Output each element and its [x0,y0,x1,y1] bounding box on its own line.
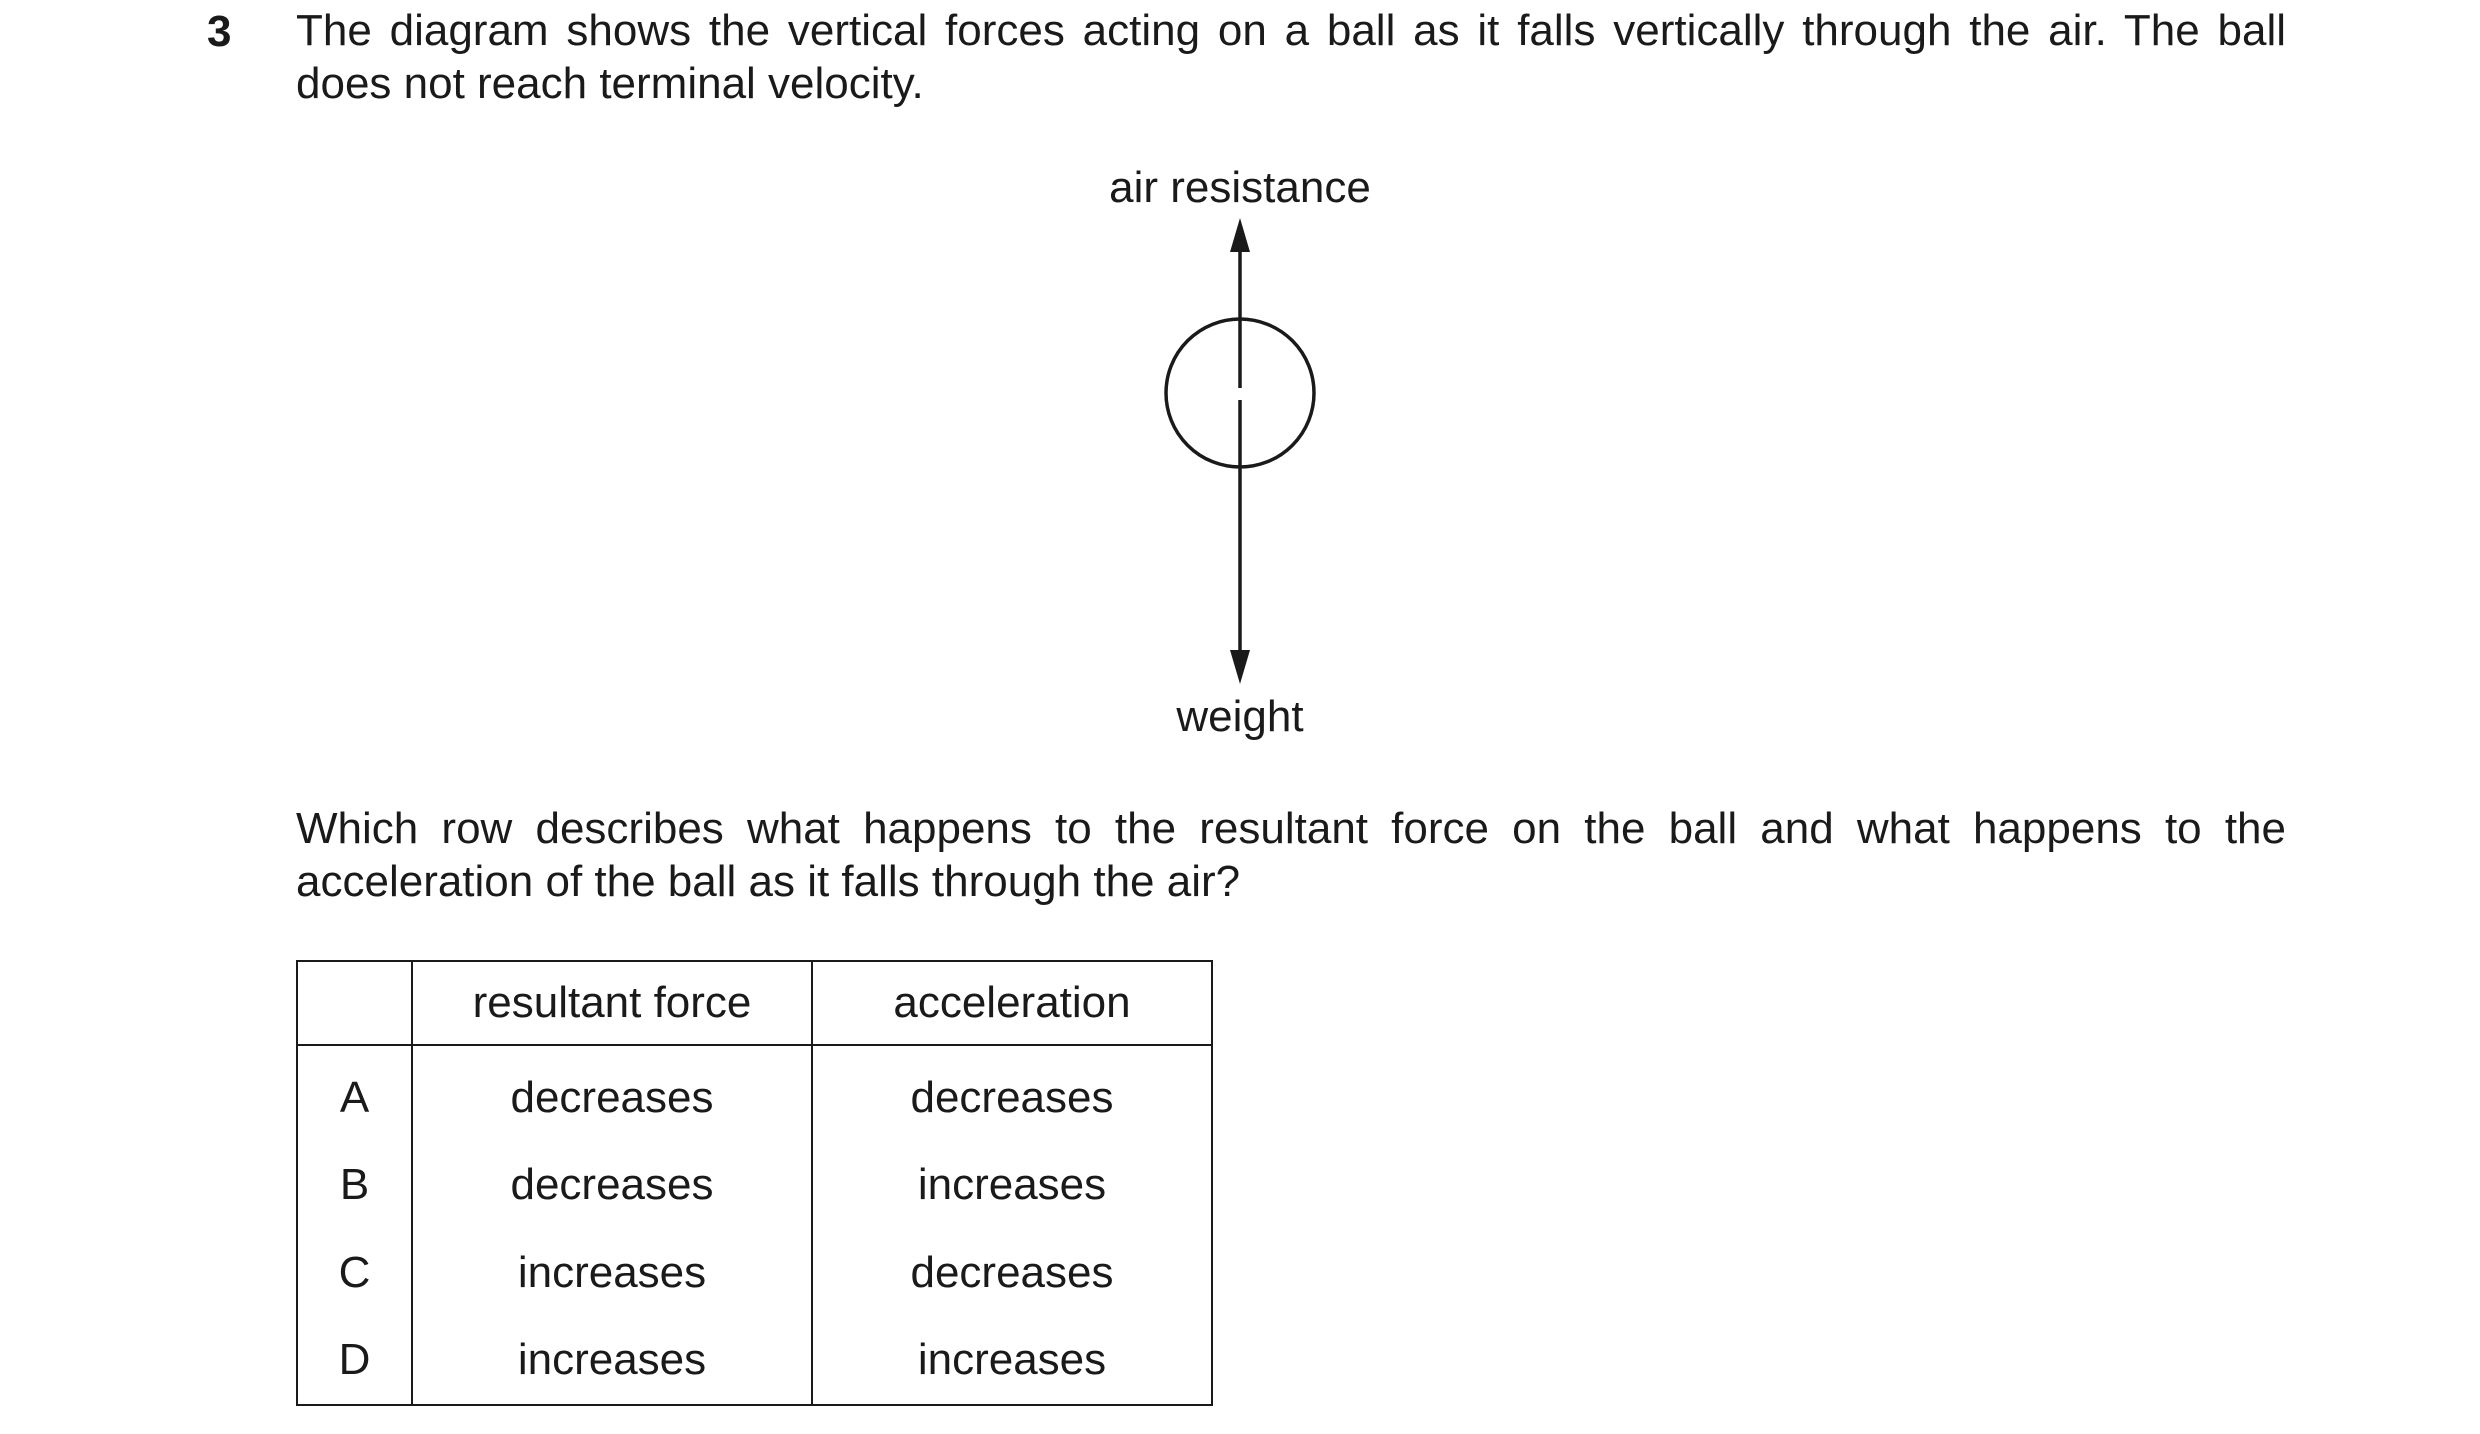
resultant-force-cell: decreases [412,1142,812,1230]
table-row [297,1317,1212,1406]
question-intro: The diagram shows the vertical forces acting on a ball as it falls vertically through the air. The ball does not reach terminal velocity. [296,6,2286,108]
table-header-row [297,961,1212,1045]
header-acceleration: acceleration [812,961,1212,1045]
table-row [297,1045,1212,1142]
table-row [297,1142,1212,1230]
acceleration-cell: increases [812,1142,1212,1230]
header-resultant-force: resultant force [412,961,812,1045]
resultant-force-cell: decreases [412,1045,812,1142]
question-prompt: Which row describes what happens to the resultant force on the ball and what happens to the acceleration of the ball as it falls through the air? [296,804,2286,906]
answer-options-table [296,960,1213,1406]
air-resistance-label: air resistance [1109,163,1371,212]
resultant-force-cell: increases [412,1229,812,1317]
question-number: 3 [207,7,232,56]
option-letter: B [297,1142,412,1230]
weight-arrowhead [1230,650,1250,684]
weight-label: weight [1176,692,1304,741]
option-letter: A [297,1045,412,1142]
option-letter: C [297,1229,412,1317]
table-row [297,1229,1212,1317]
acceleration-cell: increases [812,1317,1212,1406]
acceleration-cell: decreases [812,1045,1212,1142]
option-letter: D [297,1317,412,1406]
header-letter [297,961,412,1045]
resultant-force-cell: increases [412,1317,812,1406]
acceleration-cell: decreases [812,1229,1212,1317]
air-resistance-arrowhead [1230,218,1250,252]
